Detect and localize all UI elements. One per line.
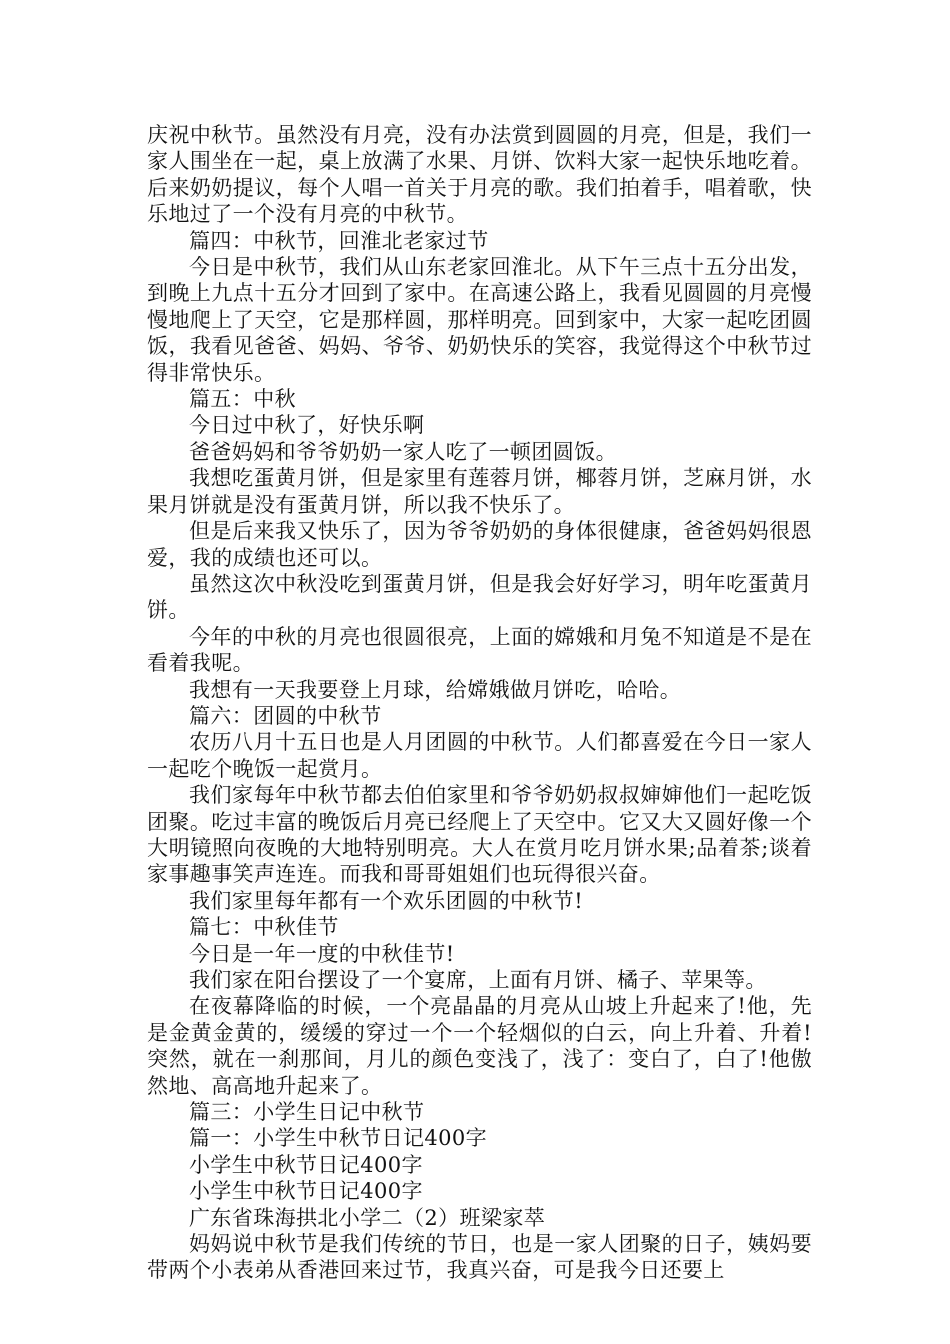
author-line: 广东省珠海拱北小学二（2）班梁家萃 bbox=[189, 1205, 546, 1230]
paragraph-11: 我想有一天我要登上月球，给嫦娥做月饼吃，哈哈。 bbox=[189, 677, 682, 702]
subtitle-2: 小学生中秋节日记400字 bbox=[189, 1179, 423, 1204]
paragraph-25: 妈妈说中秋节是我们传统的节日，也是一家人团聚的日子，姨妈要带两个小表弟从香港回来过节，我真兴奋，可是我今日还要上 bbox=[147, 1232, 812, 1283]
document-page bbox=[147, 122, 812, 1284]
heading-part-7: 篇七：中秋佳节 bbox=[189, 915, 339, 940]
paragraph-14: 我们家每年中秋节都去伯伯家里和爷爷奶奶叔叔婶婶他们一起吃饭团聚。吃过丰富的晚饭后月亮已经爬上了天空中。它又大又圆好像一个大明镜照向夜晚的大地特别明亮。大人在赏月吃月饼水果;品着茶;谈着家事趣事笑声连连。而我和哥哥姐姐们也玩得很兴奋。 bbox=[147, 783, 812, 887]
paragraph-13: 农历八月十五日也是人月团圆的中秋节。人们都喜爱在今日一家人一起吃个晚饭一起赏月。 bbox=[147, 730, 812, 781]
paragraph-17: 今日是一年一度的中秋佳节! bbox=[189, 941, 455, 966]
paragraph-6: 爸爸妈妈和爷爷奶奶一家人吃了一顿团圆饭。 bbox=[189, 439, 617, 464]
heading-part-5: 篇五：中秋 bbox=[189, 387, 296, 412]
paragraph-7: 我想吃蛋黄月饼，但是家里有莲蓉月饼，椰蓉月饼，芝麻月饼，水果月饼就是没有蛋黄月饼，所以我不快乐了。 bbox=[147, 466, 812, 517]
heading-part-6: 篇六：团圆的中秋节 bbox=[189, 703, 382, 728]
paragraph-15: 我们家里每年都有一个欢乐团圆的中秋节! bbox=[189, 888, 584, 913]
heading-part-4: 篇四：中秋节，回淮北老家过节 bbox=[189, 228, 489, 253]
paragraph-5: 今日过中秋了，好快乐啊 bbox=[189, 413, 425, 438]
heading-part-3: 篇三：小学生日记中秋节 bbox=[189, 1100, 425, 1125]
subtitle-1: 小学生中秋节日记400字 bbox=[189, 1152, 423, 1177]
paragraph-18: 我们家在阳台摆设了一个宴席，上面有月饼、橘子、苹果等。 bbox=[189, 968, 767, 992]
paragraph-9: 虽然这次中秋没吃到蛋黄月饼，但是我会好好学习，明年吃蛋黄月饼。 bbox=[147, 571, 812, 623]
paragraph-8: 但是后来我又快乐了，因为爷爷奶奶的身体很健康，爸爸妈妈很恩爱，我的成绩也还可以。 bbox=[147, 519, 812, 570]
paragraph-3: 今日是中秋节，我们从山东老家回淮北。从下午三点十五分出发，到晚上九点十五分才回到了家中。在高速公路上，我看见圆圆的月亮慢慢地爬上了天空，它是那样圆，那样明亮。回到家中，大家一起吃团圆饭，我看见爸爸、妈妈、爷爷、奶奶快乐的笑容，我觉得这个中秋节过得非常快乐。 bbox=[147, 255, 812, 385]
paragraph-1: 庆祝中秋节。虽然没有月亮，没有办法赏到圆圆的月亮，但是，我们一家人围坐在一起，桌上放满了水果、月饼、饮料大家一起快乐地吃着。后来奶奶提议，每个人唱一首关于月亮的歌。我们拍着手，唱着歌，快乐地过了一个没有月亮的中秋节。 bbox=[147, 123, 812, 227]
paragraph-10: 今年的中秋的月亮也很圆很亮，上面的嫦娥和月兔不知道是不是在看着我呢。 bbox=[147, 624, 812, 676]
heading-part-1: 篇一：小学生中秋节日记400字 bbox=[189, 1126, 488, 1151]
paragraph-19: 在夜幕降临的时候，一个亮晶晶的月亮从山坡上升起来了!他，先是金黄金黄的，缓缓的穿过一个一个轻烟似的白云，向上升着、升着!突然，就在一刹那间，月儿的颜色变浅了，浅了：变白了，白了!他傲然地、高高地升起来了。 bbox=[147, 994, 812, 1098]
